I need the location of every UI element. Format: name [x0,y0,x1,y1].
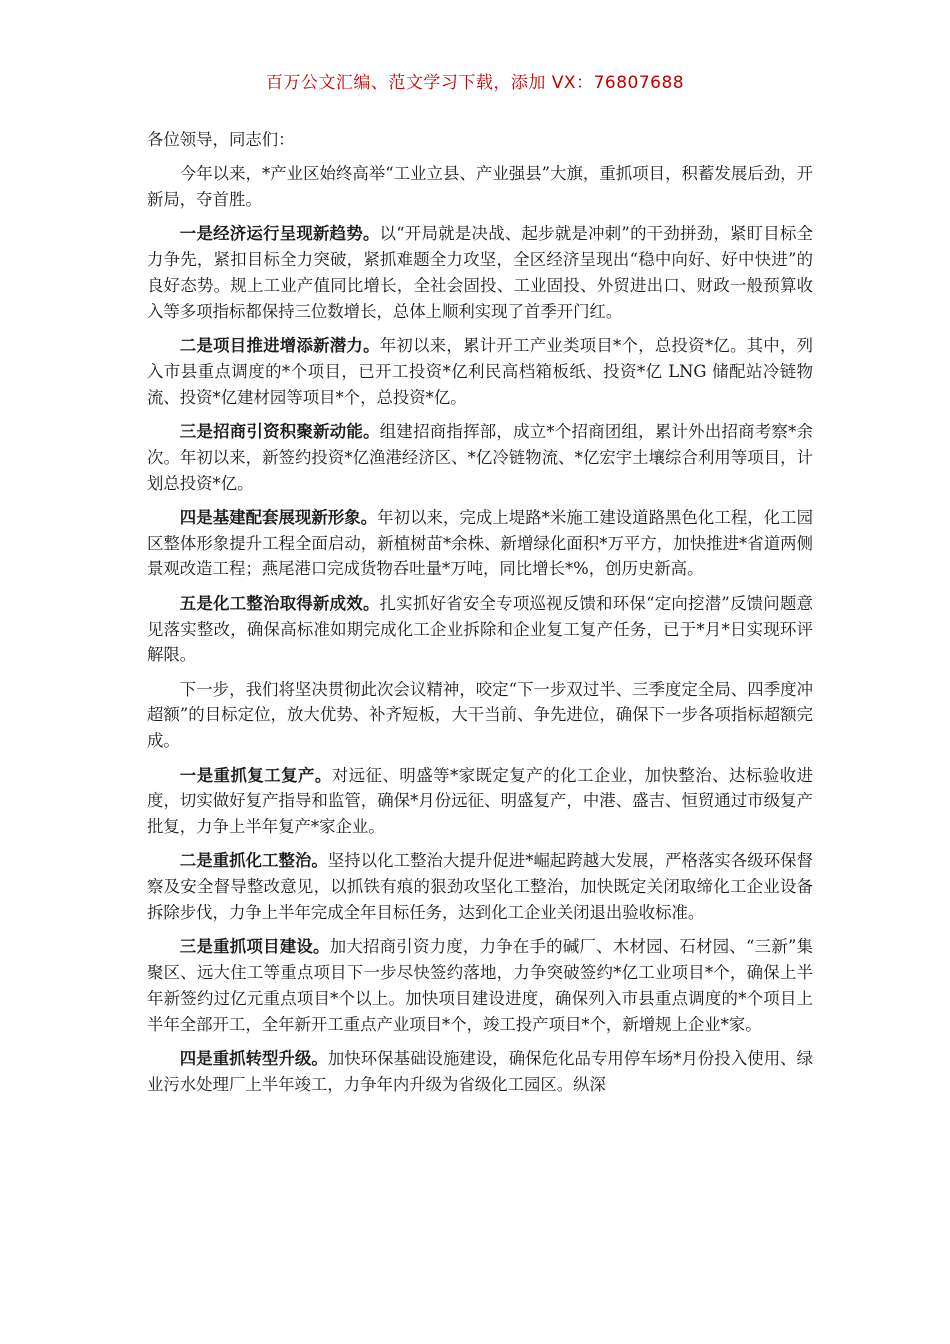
paragraph-text: 年初以来，累计开工产业类项目*个，总投资*亿。其中，列入市县重点调度的*个项目，已开工投资*亿利民高档箱板纸、投资*亿 LNG 储配站冷链物流、投资*亿建材园等项目*个，总投资*亿。 [147,336,814,407]
paragraph-text: 坚持以化工整治大提升促进*崛起跨越大发展，严格落实各级环保督察及安全督导整改意见，以抓铁有痕的狠劲攻坚化工整治，加快既定关闭取缔化工企业设备拆除步伐，力争上半年完成全年目标任务，达到化工企业关闭退出验收标准。 [147,851,813,923]
paragraph [147,419,813,496]
paragraph-lead: 二是重抓化工整治。 [179,851,328,871]
paragraph-text: 组建招商指挥部，成立*个招商团组，累计外出招商考察*余次。年初以来，新签约投资*亿渔港经济区、*亿冷链物流、*亿宏宇土壤综合利用等项目，计划总投资*亿。 [147,421,814,493]
paragraph-lead: 一是经济运行呈现新趋势。 [179,224,380,244]
paragraph [147,221,813,324]
paragraph-text: 年初以来，完成上堤路*米施工建设道路黑色化工程，化工园区整体形象提升工程全面启动，新植树苗*余株、新增绿化面积*万平方，加快推进*省道两侧景观改造工程；燕尾港口完成货物吞吐量*万吨，同比增长*%，创历史新高。 [147,507,813,579]
paragraph-lead: 四是基建配套展现新形象。 [179,507,378,527]
paragraph-lead: 三是招商引资积聚新动能。 [179,421,380,441]
paragraph [147,934,813,1037]
paragraph-text: 以“开局就是决战、起步就是冲刺”的干劲拼劲，紧盯目标全力争先，紧扣目标全力突破，紧抓难题全力攻坚，全区经济呈现出“稳中向好、好中快进”的良好态势。规上工业产值同比增长，全社会固投、工业固投、外贸进出口、财政一般预算收入等多项指标都保持三位数增长，总体上顺利实现了首季开门红。 [147,224,813,321]
paragraph [147,677,813,754]
salutation: 各位领导，同志们： [147,130,295,149]
paragraph-lead: 三是重抓项目建设。 [179,937,330,957]
paragraph [147,763,813,840]
paragraph-text: 加快环保基础设施建设，确保危化品专用停车场*月份投入使用、绿业污水处理厂上半年竣工，力争年内升级为省级化工园区。纵深 [147,1049,813,1094]
paragraph-text: 下一步，我们将坚决贯彻此次会议精神，咬定“下一步双过半、三季度定全局、四季度冲超额”的目标定位，放大优势、补齐短板，大干当前、争先进位，确保下一步各项指标超额完成。 [147,679,813,751]
paragraph [147,1046,813,1098]
paragraph [147,161,813,213]
paragraph-lead: 一是重抓复工复产。 [179,765,332,785]
paragraph-lead: 二是项目推进增添新潜力。 [179,336,380,356]
document-body [147,127,813,1106]
paragraph-text: 加大招商引资力度，力争在手的碱厂、木材园、石材园、“三新”集聚区、远大住工等重点项目下一步尽快签约落地，力争突破签约*亿工业项目*个，确保上半年新签约过亿元重点项目*个以上。加快项目建设进度，确保列入市县重点调度的*个项目上半年全部开工，全年新开工重点产业项目*个，竣工投产项目*个，新增规上企业*家。 [147,937,814,1034]
paragraph [147,333,813,410]
paragraph [147,505,813,582]
header-banner: 百万公文汇编、范文学习下载，添加 VX：76807688 [265,73,685,93]
paragraph [147,591,813,668]
paragraph-text: 对远征、明盛等*家既定复产的化工企业，加快整治、达标验收进度，切实做好复产指导和监管，确保*月份远征、明盛复产，中港、盛吉、恒贸通过市级复产批复，力争上半年复产*家企业。 [147,765,813,837]
paragraph-text: 扎实抓好省安全专项巡视反馈和环保“定向挖潜”反馈问题意见落实整改，确保高标准如期完成化工企业拆除和企业复工复产任务，已于*月*日实现环评解限。 [147,593,813,665]
paragraph [147,848,813,925]
paragraph-lead: 四是重抓转型升级。 [179,1049,328,1068]
paragraph-lead: 五是化工整治取得新成效。 [179,593,380,613]
paragraph-text: 今年以来，*产业区始终高举“工业立县、产业强县”大旗，重抓项目，积蓄发展后劲，开新局，夺首胜。 [147,164,813,210]
